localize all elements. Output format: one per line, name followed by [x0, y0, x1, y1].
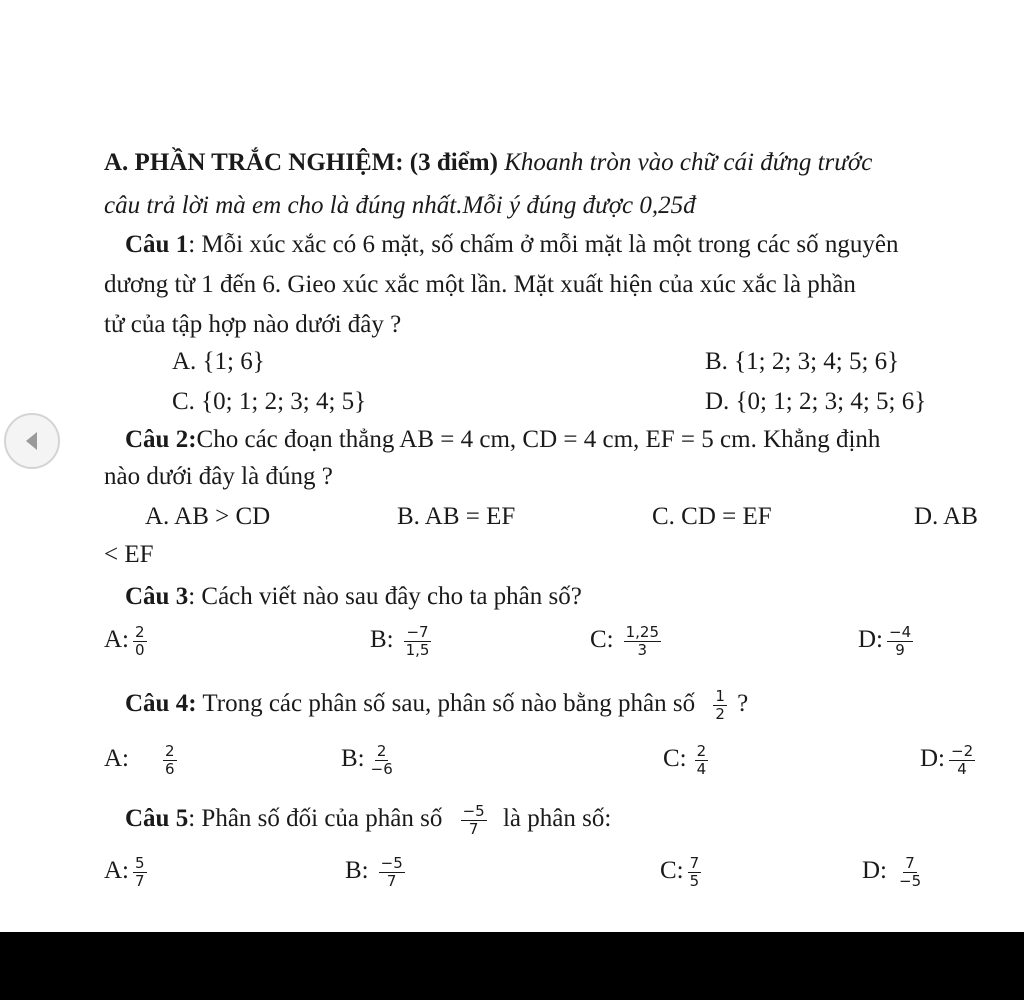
fraction-numerator: −2 [951, 742, 974, 760]
q5-option-a-fraction [133, 855, 147, 890]
q2-line-1 [125, 425, 880, 455]
q3-option-b-prefix: B: [370, 626, 394, 654]
fraction-denominator: 4 [957, 760, 967, 778]
q4-option-d-prefix: D: [920, 745, 945, 773]
q2-option-b[interactable]: B. AB = EF [397, 503, 516, 530]
q5-option-b[interactable] [345, 855, 409, 890]
q5-option-b-fraction [379, 855, 405, 890]
q5-option-b-prefix: B: [345, 857, 369, 885]
q1-option-c[interactable]: C. {0; 1; 2; 3; 4; 5} [172, 388, 367, 415]
fraction-numerator: 1,25 [625, 623, 660, 641]
fraction-denominator: 0 [135, 641, 145, 659]
q4-option-a-prefix: A: [104, 745, 129, 773]
q4-text: Trong các phân số sau, phân số nào bằng phân số [196, 690, 696, 718]
section-heading: A. PHẦN TRẮC NGHIỆM: (3 điểm) [104, 149, 498, 176]
fraction-denominator: 7 [135, 872, 145, 890]
q2-option-d[interactable]: D. AB [914, 503, 978, 530]
q1-text-1: : Mỗi xúc xắc có 6 mặt, số chấm ở mỗi mặt là một trong các số nguyên [188, 231, 899, 258]
q3-option-d-prefix: D: [858, 626, 883, 654]
q1-line-1 [125, 230, 899, 260]
q5-option-c-prefix: C: [660, 857, 684, 885]
q1-text-3: tử của tập hợp nào dưới đây ? [104, 311, 402, 338]
q3-option-c-fraction [624, 624, 661, 659]
q4-option-a[interactable] [104, 743, 181, 778]
fraction-denominator: −6 [370, 760, 393, 778]
fraction-numerator: 2 [376, 742, 387, 760]
q4-option-c-fraction [695, 743, 709, 778]
fraction-denominator: 9 [895, 641, 905, 659]
q5-option-a[interactable] [104, 855, 151, 890]
fraction-denominator: 4 [696, 760, 707, 778]
fraction-denominator: −5 [899, 872, 922, 890]
fraction-numerator: −4 [889, 623, 912, 641]
q3-option-b-fraction [404, 624, 432, 659]
section-heading-line [104, 148, 872, 178]
q3-label: Câu 3 [125, 583, 189, 610]
q3-option-a-fraction [133, 624, 147, 659]
fraction-numerator: −7 [406, 623, 429, 641]
q5-suffix: là phân số: [502, 805, 612, 833]
q4-line [125, 688, 748, 723]
q3-option-d-fraction [887, 624, 913, 659]
q4-option-c[interactable] [663, 743, 712, 778]
q2-option-c[interactable]: C. CD = EF [652, 503, 772, 530]
q3-option-c-prefix: C: [590, 626, 614, 654]
q4-option-a-fraction [163, 743, 177, 778]
back-button[interactable] [4, 413, 60, 469]
chevron-left-icon [22, 430, 42, 452]
fraction-numerator: 2 [135, 623, 145, 641]
q2-text-2: nào dưới đây là đúng ? [104, 463, 333, 490]
q3-line [125, 582, 582, 612]
fraction-denominator: 5 [689, 872, 700, 890]
q4-label: Câu 4: [125, 690, 197, 718]
instruction-text-1: Khoanh tròn vào chữ cái đứng trước [497, 149, 873, 176]
q1-option-a[interactable]: A. {1; 6} [172, 348, 265, 375]
q2-option-a[interactable]: A. AB > CD [145, 503, 271, 530]
fraction-numerator: 2 [696, 742, 707, 760]
q3-option-b[interactable] [370, 624, 435, 659]
q2-label: Câu 2: [125, 426, 197, 453]
fraction-numerator: −5 [462, 802, 485, 820]
q4-option-d[interactable] [920, 743, 979, 778]
q5-line [125, 803, 611, 838]
fraction-denominator: 7 [468, 820, 479, 838]
instruction-text-2: câu trả lời mà em cho là đúng nhất.Mỗi ý đúng được 0,25đ [104, 192, 696, 219]
q1-text-2: dương từ 1 đến 6. Gieo xúc xắc một lần. Mặt xuất hiện của xúc xắc là phần [104, 271, 856, 298]
fraction-numerator: −5 [380, 854, 403, 872]
q3-option-c[interactable] [590, 624, 665, 659]
q5-option-c[interactable] [660, 855, 705, 890]
q4-option-d-fraction [949, 743, 975, 778]
q4-option-b-fraction [369, 743, 395, 778]
fraction-numerator: 1 [715, 687, 725, 705]
fraction-numerator: 7 [689, 854, 700, 872]
fraction-numerator: 5 [135, 854, 145, 872]
fraction-denominator: 3 [637, 641, 648, 659]
q4-reference-fraction [713, 688, 727, 723]
q1-option-d[interactable]: D. {0; 1; 2; 3; 4; 5; 6} [705, 388, 927, 415]
fraction-denominator: 6 [165, 760, 175, 778]
q5-option-d-fraction [897, 855, 923, 890]
fraction-denominator: 1,5 [405, 641, 430, 659]
q3-option-a[interactable] [104, 624, 151, 659]
q2-option-d-wrap: < EF [104, 541, 154, 568]
q1-label: Câu 1 [125, 231, 189, 258]
q4-option-b-prefix: B: [341, 745, 365, 773]
q5-option-d[interactable] [862, 855, 927, 890]
q3-option-a-prefix: A: [104, 626, 129, 654]
q3-text: : Cách viết nào sau đây cho ta phân số? [188, 583, 582, 610]
q4-suffix: ? [737, 690, 749, 718]
q5-text: : Phân số đối của phân số [188, 805, 443, 833]
q1-option-b[interactable]: B. {1; 2; 3; 4; 5; 6} [705, 348, 900, 375]
q2-text-1: Cho các đoạn thẳng AB = 4 cm, CD = 4 cm, EF = 5 cm. Khẳng định [196, 426, 881, 453]
fraction-denominator: 7 [386, 872, 397, 890]
q5-reference-fraction [461, 803, 487, 838]
q5-option-d-prefix: D: [862, 857, 887, 885]
q5-label: Câu 5 [125, 805, 189, 833]
q5-option-a-prefix: A: [104, 857, 129, 885]
fraction-denominator: 2 [715, 705, 725, 723]
q3-option-d[interactable] [858, 624, 917, 659]
q4-option-c-prefix: C: [663, 745, 687, 773]
q4-option-b[interactable] [341, 743, 399, 778]
q5-option-c-fraction [688, 855, 702, 890]
fraction-numerator: 7 [905, 854, 915, 872]
fraction-numerator: 2 [165, 742, 175, 760]
bottom-black-bar [0, 932, 1024, 1000]
